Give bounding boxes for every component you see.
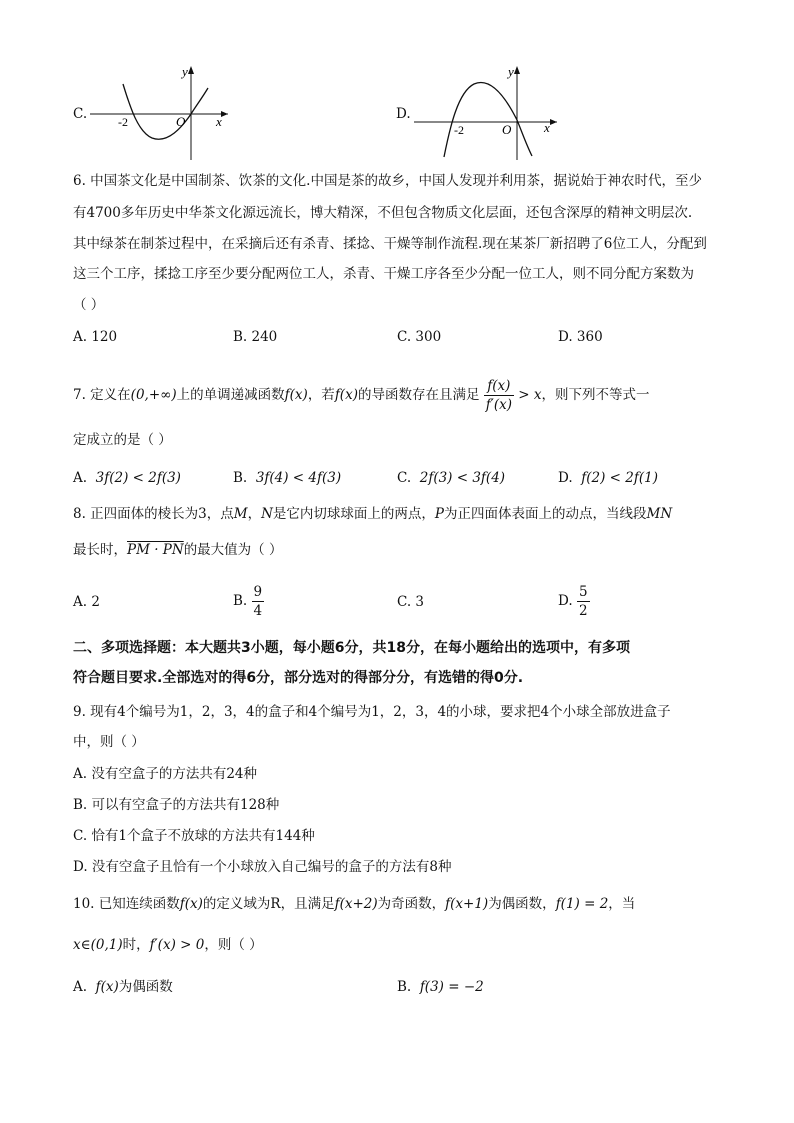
graph-d-origin: O bbox=[502, 122, 512, 137]
graph-d-minus2: -2 bbox=[454, 123, 464, 137]
q7-line-2: 定成立的是（ ） bbox=[73, 432, 172, 448]
q8-option-d: D. $\frac{5}{2}$ bbox=[558, 584, 588, 619]
q7-mid3: 的导函数存在且满足 bbox=[357, 387, 480, 403]
section-2-heading-line-1: 二、多项选择题：本大题共3小题，每小题6分，共18分，在每小题给出的选项中，有多项 bbox=[73, 640, 630, 656]
q6-line-4: 这三个工序，揉捻工序至少要分配两位工人，杀青、干燥工序各至少分配一位工人，则不同分配方案数为 bbox=[73, 266, 694, 282]
q8-option-b: B. $\frac{9}{4}$ bbox=[233, 584, 263, 619]
q10-line-2: x∈(0,1)时，f′(x) > 0，则（ ） bbox=[73, 937, 263, 953]
q7-post: ，则下列不等式一 bbox=[541, 387, 650, 403]
q7-pre: 7. 定义在 bbox=[73, 387, 131, 403]
q6-option-b: B. 240 bbox=[233, 329, 278, 345]
q9-line-1: 9. 现有4个编号为1，2，3，4的盒子和4个编号为1，2，3，4的小球，要求把4个小球全部放进盒子 bbox=[73, 704, 671, 720]
q9-option-b: B. 可以有空盒子的方法共有128种 bbox=[73, 797, 280, 813]
q10-option-b: B. f(3) = −2 bbox=[397, 979, 484, 995]
graph-c-y-label: y bbox=[182, 64, 188, 79]
graph-d-y-label: y bbox=[508, 64, 514, 79]
graph-c-origin: O bbox=[176, 114, 186, 129]
q9-option-a: A. 没有空盒子的方法共有24种 bbox=[73, 766, 258, 782]
q7-mid1: 上的单调递减函数 bbox=[176, 387, 285, 403]
q7-option-c: C. 2f(3) < 3f(4) bbox=[397, 470, 506, 486]
q6-option-a: A. 120 bbox=[73, 329, 118, 345]
graph-c-x-label: x bbox=[216, 114, 222, 129]
q6-line-5: （ ） bbox=[73, 297, 105, 313]
q7-fraction bbox=[484, 377, 514, 414]
section-2-heading-line-2: 符合题目要求.全部选对的得6分，部分选对的得部分分，有选错的得0分. bbox=[73, 670, 524, 686]
q6-line-1: 6. 中国茶文化是中国制茶、饮茶的文化.中国是茶的故乡，中国人发现并利用茶，据说始于神农时代，至少 bbox=[73, 173, 702, 189]
q8-line-1: 8. 正四面体的棱长为3，点M，N是它内切球球面上的两点，P为正四面体表面上的动点，当线段MN bbox=[73, 506, 673, 522]
q10-option-a: A. f(x)为偶函数 bbox=[73, 979, 173, 995]
q8-option-a: A. 2 bbox=[73, 594, 100, 610]
graph-c-x-arrow bbox=[221, 111, 228, 117]
q8-option-c: C. 3 bbox=[397, 594, 425, 610]
q7-fx: f(x) bbox=[284, 387, 308, 403]
q9-option-d: D. 没有空盒子且恰有一个小球放入自己编号的盒子的方法有8种 bbox=[73, 859, 452, 875]
q6-line-2: 有4700多年历史中华茶文化源远流长，博大精深，不但包含物质文化层面，还包含深厚的精神文明层次. bbox=[73, 205, 693, 221]
q7-option-d: D. f(2) < 2f(1) bbox=[558, 470, 658, 486]
graph-d-x-label: x bbox=[544, 120, 550, 135]
q10-line-1: 10. 已知连续函数f(x)的定义域为R，且满足f(x+2)为奇函数，f(x+1)为偶函数，f(1) = 2，当 bbox=[73, 896, 636, 912]
graph-c bbox=[90, 62, 230, 162]
q6-line-3: 其中绿茶在制茶过程中，在采摘后还有杀青、揉捻、干燥等制作流程.现在某茶厂新招聘了6位工人，分配到 bbox=[73, 236, 707, 252]
q7-frac-num: f(x) bbox=[484, 377, 514, 396]
option-d-label: D. bbox=[396, 106, 411, 122]
graph-d-y-arrow bbox=[514, 66, 520, 74]
q7-mid2: ，若 bbox=[307, 387, 335, 403]
q6-option-c: C. 300 bbox=[397, 329, 442, 345]
q8-line-2: 最长时，PM · PN的最大值为（ ） bbox=[73, 542, 283, 558]
q7-frac-den: f′(x) bbox=[485, 397, 512, 413]
q9-option-c: C. 恰有1个盒子不放球的方法共有144种 bbox=[73, 828, 315, 844]
q9-line-2: 中，则（ ） bbox=[73, 734, 145, 750]
option-c-label: C. bbox=[73, 106, 88, 122]
q7-line-1 bbox=[73, 375, 650, 415]
q7-option-a: A. 3f(2) < 2f(3) bbox=[73, 470, 181, 486]
graph-d bbox=[414, 62, 559, 162]
q7-gt: > x bbox=[513, 387, 542, 403]
graph-c-y-arrow bbox=[188, 66, 194, 74]
graph-c-curve bbox=[123, 84, 208, 139]
q8-dot-product: PM · PN bbox=[127, 542, 184, 558]
q7-fx2: f(x) bbox=[334, 387, 358, 403]
graph-d-curve bbox=[444, 83, 532, 157]
q6-option-d: D. 360 bbox=[558, 329, 603, 345]
q7-domain: (0,+∞) bbox=[130, 387, 177, 403]
graph-c-minus2: -2 bbox=[118, 115, 128, 129]
q7-option-b: B. 3f(4) < 4f(3) bbox=[233, 470, 342, 486]
graph-d-x-arrow bbox=[550, 119, 557, 125]
